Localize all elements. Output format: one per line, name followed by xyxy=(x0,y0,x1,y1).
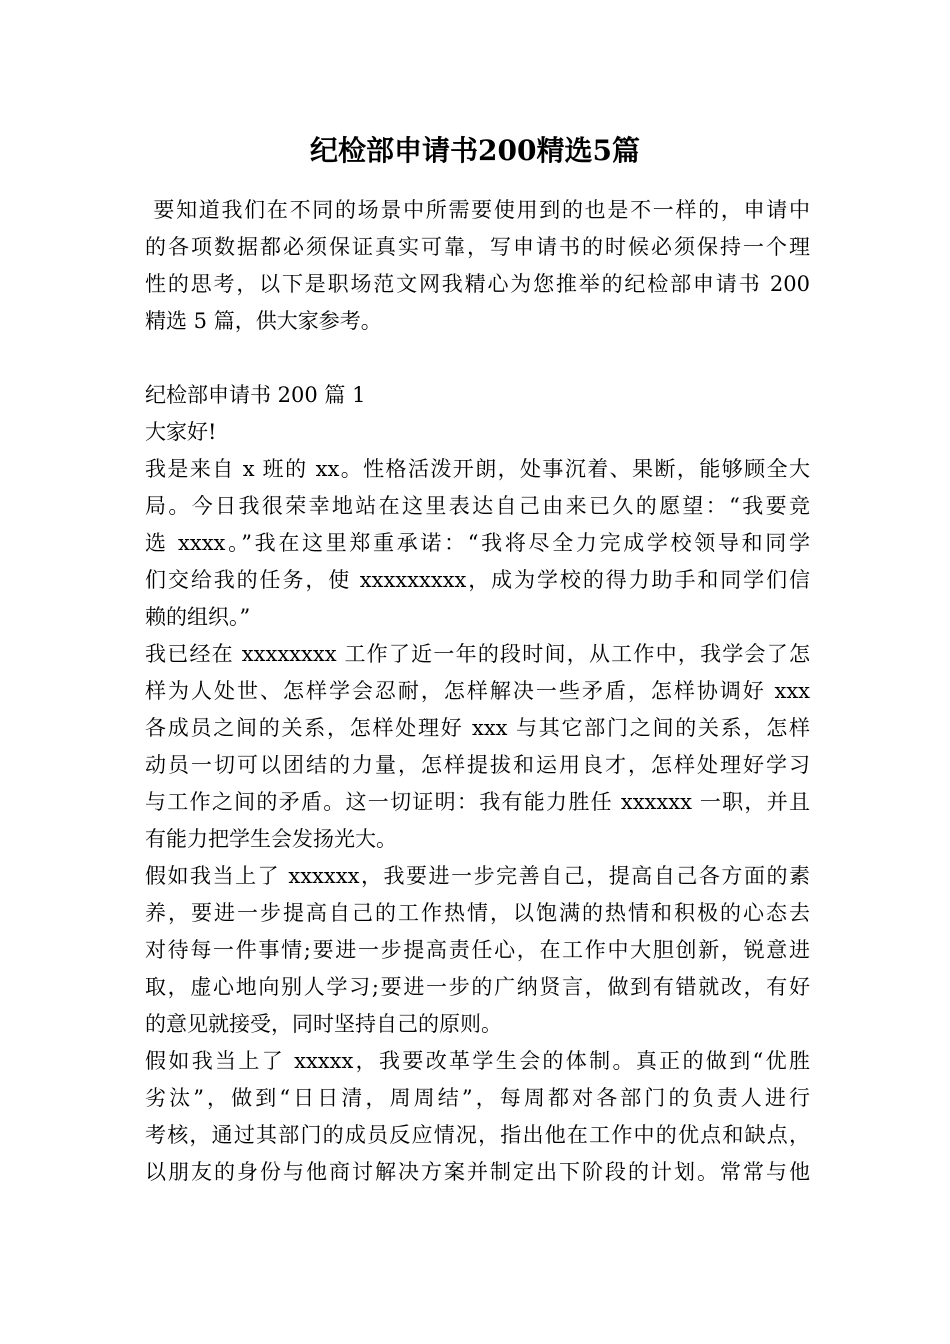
paragraph-4 xyxy=(145,1043,810,1191)
paragraph-line: 养，要进一步提高自己的工作热情，以饱满的热情和积极的心态去 xyxy=(145,901,810,925)
paragraph-line: 赖的组织。” xyxy=(145,605,251,629)
intro-line: 要知道我们在不同的场景中所需要使用到的也是不一样的，申请中 xyxy=(145,198,810,222)
paragraph-line: 局。今日我很荣幸地站在这里表达自己由来已久的愿望：“我要竞 xyxy=(145,494,810,518)
paragraph-line: 假如我当上了 xxxxx，我要改革学生会的体制。真正的做到“优胜 xyxy=(145,1049,810,1073)
paragraph-line: 假如我当上了 xxxxxx，我要进一步完善自己，提高自己各方面的素 xyxy=(145,864,810,888)
paragraph-3 xyxy=(145,858,810,1043)
paragraph-line: 对待每一件事情;要进一步提高责任心，在工作中大胆创新，锐意进 xyxy=(145,938,810,962)
intro-line: 的各项数据都必须保证真实可靠，写申请书的时候必须保持一个理 xyxy=(145,235,810,259)
paragraph-line: 我是来自 x 班的 xx。性格活泼开朗，处事沉着、果断，能够顾全大 xyxy=(145,457,810,481)
paragraph-line: 的意见就接受，同时坚持自己的原则。 xyxy=(145,1012,502,1036)
paragraph-line: 考核，通过其部门的成员反应情况，指出他在工作中的优点和缺点， xyxy=(145,1123,810,1147)
greeting: 大家好! xyxy=(145,420,217,444)
intro-line: 精选 5 篇，供大家参考。 xyxy=(145,309,382,333)
document-title: 纪检部申请书200精选5篇 xyxy=(310,134,640,167)
paragraph-line: 以朋友的身份与他商讨解决方案并制定出下阶段的计划。常常与他 xyxy=(145,1160,810,1184)
paragraph-line: 有能力把学生会发扬光大。 xyxy=(145,827,397,851)
paragraph-gap xyxy=(145,340,810,377)
intro-paragraph xyxy=(145,192,810,340)
section-heading: 纪检部申请书 200 篇 1 xyxy=(145,383,366,407)
paragraph-line: 样为人处世、怎样学会忍耐，怎样解决一些矛盾，怎样协调好 xxx xyxy=(145,679,810,703)
paragraph-line: 取，虚心地向别人学习;要进一步的广纳贤言，做到有错就改，有好 xyxy=(145,975,810,999)
paragraph-1 xyxy=(145,451,810,636)
document-body xyxy=(145,192,810,1191)
intro-line: 性的思考，以下是职场范文网我精心为您推举的纪检部申请书 200 xyxy=(145,272,810,296)
paragraph-line: 们交给我的任务，使 xxxxxxxxx，成为学校的得力助手和同学们信 xyxy=(145,568,810,592)
paragraph-line: 劣汰”，做到“日日清，周周结”，每周都对各部门的负责人进行 xyxy=(145,1086,810,1110)
paragraph-line: 选 xxxx。”我在这里郑重承诺：“我将尽全力完成学校领导和同学 xyxy=(145,531,810,555)
paragraph-2 xyxy=(145,636,810,858)
paragraph-line: 我已经在 xxxxxxxx 工作了近一年的段时间，从工作中，我学会了怎 xyxy=(145,642,810,666)
paragraph-line: 与工作之间的矛盾。这一切证明：我有能力胜任 xxxxxx 一职，并且 xyxy=(145,790,810,814)
paragraph-line: 动员一切可以团结的力量，怎样提拔和运用良才，怎样处理好学习 xyxy=(145,753,810,777)
paragraph-line: 各成员之间的关系，怎样处理好 xxx 与其它部门之间的关系，怎样 xyxy=(145,716,810,740)
